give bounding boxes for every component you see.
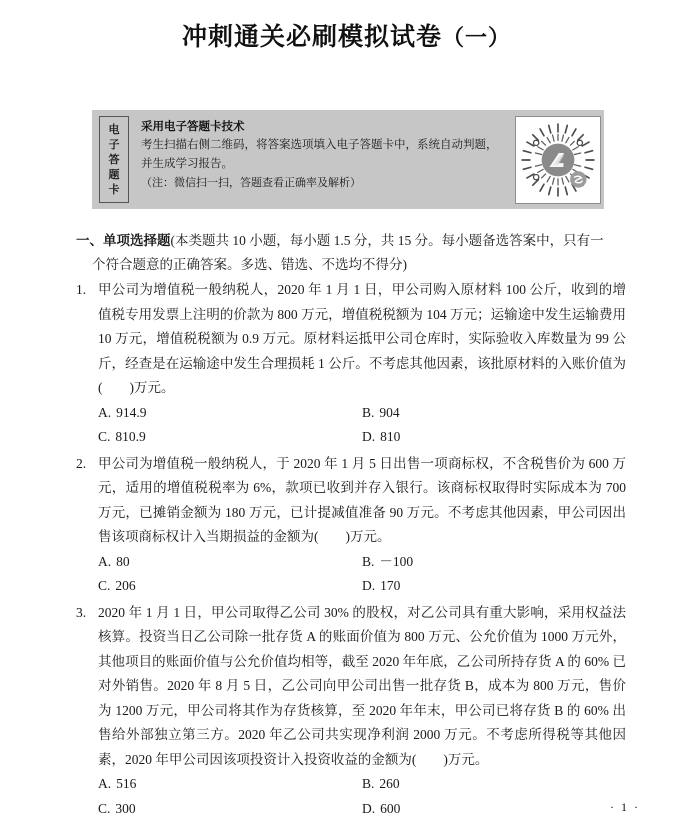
vertical-tab-char-5: 卡 — [108, 183, 120, 196]
notice-line-1: 考生扫描右侧二维码，将答案选项填入电子答题卡中，系统自动判题， — [141, 137, 498, 151]
vertical-tab-char-4: 题 — [108, 168, 120, 181]
option-b[interactable] — [362, 550, 626, 575]
option-b[interactable] — [362, 772, 626, 797]
option-a-value: 914.9 — [116, 404, 147, 420]
question-list — [76, 278, 626, 823]
option-a-value: 80 — [116, 553, 130, 569]
option-b-letter: B. — [362, 404, 375, 420]
option-b-value: －100 — [379, 553, 414, 569]
option-c[interactable] — [98, 574, 362, 599]
section-desc-line-1: (本类题共 10 小题，每小题 1.5 分，共 15 分。每小题备选答案中，只有一 — [170, 233, 604, 248]
option-c-value: 810.9 — [115, 429, 146, 444]
option-d[interactable] — [362, 425, 626, 450]
notice-heading: 采用电子答题卡技术 — [141, 119, 245, 133]
option-c-letter: C. — [98, 429, 111, 444]
question-text: 甲公司为增值税一般纳税人，于 2020 年 1 月 5 日出售一项商标权，不含税售价为 600 万元，适用的增值税税率为 6%，款项已收到并存入银行。该商标权取得时实际成本为 700 万元，已摊销金额为 180 万元，已计提减值准备 90 万元。不考虑其他因素，甲公司因出售该项商标权计入当期损益的金额为( )万元。 — [98, 455, 626, 544]
option-d-value: 810 — [380, 429, 401, 444]
vertical-tab-char-1: 电 — [108, 123, 120, 136]
page-title — [0, 17, 693, 53]
question-text: 2020 年 1 月 1 日，甲公司取得乙公司 30% 的股权，对乙公司具有重大影响，采用权益法核算。投资当日乙公司除一批存货 A 的账面价值为 800 万元、公允价值为 1000 万元外，其他项目的账面价值与公允价值均相等，截至 2020 年年底，乙公司所持存货 A 的 60% 已对外销售。2020 年 8 月 5 日，乙公司向甲公司出售一批存货 B，成本为 800 万元，售价为 1200 万元，甲公司将其作为存货核算，至 2020 年年末，甲公司已将存货 B 的 60% 出售给外部独立第三方。2020 年乙公司共实现净利润 2000 万元。不考虑所得税等其他因素，2020 年甲公司因该项投资计入投资收益的金额为( )万元。 — [98, 604, 626, 767]
qr-code-container — [512, 110, 604, 209]
question-body — [76, 278, 626, 401]
option-a-letter: A. — [98, 776, 112, 791]
question-item — [76, 601, 626, 822]
section-name: 单项选择题 — [103, 233, 171, 249]
notice-note: （注：微信扫一扫，答题查看正确率及解析） — [141, 177, 361, 189]
question-item — [76, 452, 626, 599]
question-number: 2. — [76, 455, 87, 471]
section-desc-line-2: 个符合题意的正确答案。多选、错选、不选均不得分) — [92, 257, 407, 272]
option-b-value: 260 — [379, 776, 400, 791]
option-d-value: 170 — [380, 578, 401, 593]
option-c-value: 206 — [115, 578, 136, 593]
option-b[interactable] — [362, 401, 626, 426]
option-group — [76, 401, 626, 450]
qr-code-frame — [515, 116, 601, 204]
option-a-value: 516 — [116, 776, 137, 791]
option-c-letter: C. — [98, 800, 111, 816]
option-a[interactable] — [98, 401, 362, 426]
page-title-paren: （一） — [442, 25, 512, 51]
question-item — [76, 278, 626, 450]
option-d-letter: D. — [362, 429, 376, 444]
option-a[interactable] — [98, 772, 362, 797]
wechat-miniprogram-qr-code-icon[interactable] — [519, 121, 597, 199]
answer-card-notice-box — [92, 110, 604, 209]
option-b-letter: B. — [362, 776, 375, 791]
option-d-letter: D. — [362, 578, 376, 593]
option-a-letter: A. — [98, 553, 112, 569]
option-a[interactable] — [98, 550, 362, 575]
page-number: · 1 · — [610, 800, 640, 814]
question-body — [76, 601, 626, 773]
question-number: 1. — [76, 282, 87, 297]
notice-body — [129, 110, 512, 209]
option-group — [76, 550, 626, 599]
option-d[interactable] — [362, 574, 626, 599]
option-b-value: 904 — [379, 404, 400, 420]
vertical-tab-char-3: 答 — [108, 153, 120, 166]
question-number: 3. — [76, 604, 87, 620]
option-c-letter: C. — [98, 578, 111, 593]
option-c-value: 300 — [115, 800, 136, 816]
section-marker: 一、 — [76, 233, 103, 249]
option-c[interactable] — [98, 425, 362, 450]
option-a-letter: A. — [98, 404, 112, 420]
notice-line-2: 并生成学习报告。 — [141, 156, 233, 170]
answer-card-vertical-tab — [99, 116, 129, 203]
section-heading — [76, 229, 624, 276]
option-d-letter: D. — [362, 800, 376, 816]
question-text: 甲公司为增值税一般纳税人，2020 年 1 月 1 日，甲公司购入原材料 100 公斤，收到的增值税专用发票上注明的价款为 800 万元，增值税税额为 104 万元；运输途中发生运输费用 10 万元，增值税税额为 0.9 万元。原材料运抵甲公司仓库时，实际验收入库数量为 99 公斤，经查是在运输途中发生合理损耗 1 公斤。不考虑其他因素，该批原材料的入账价值为( )万元。 — [98, 282, 626, 395]
vertical-tab-char-2: 子 — [108, 138, 120, 151]
option-b-letter: B. — [362, 553, 375, 569]
option-d-value: 600 — [380, 800, 401, 816]
page-title-main: 冲刺通关必刷模拟试卷 — [181, 22, 442, 51]
question-body — [76, 452, 626, 550]
